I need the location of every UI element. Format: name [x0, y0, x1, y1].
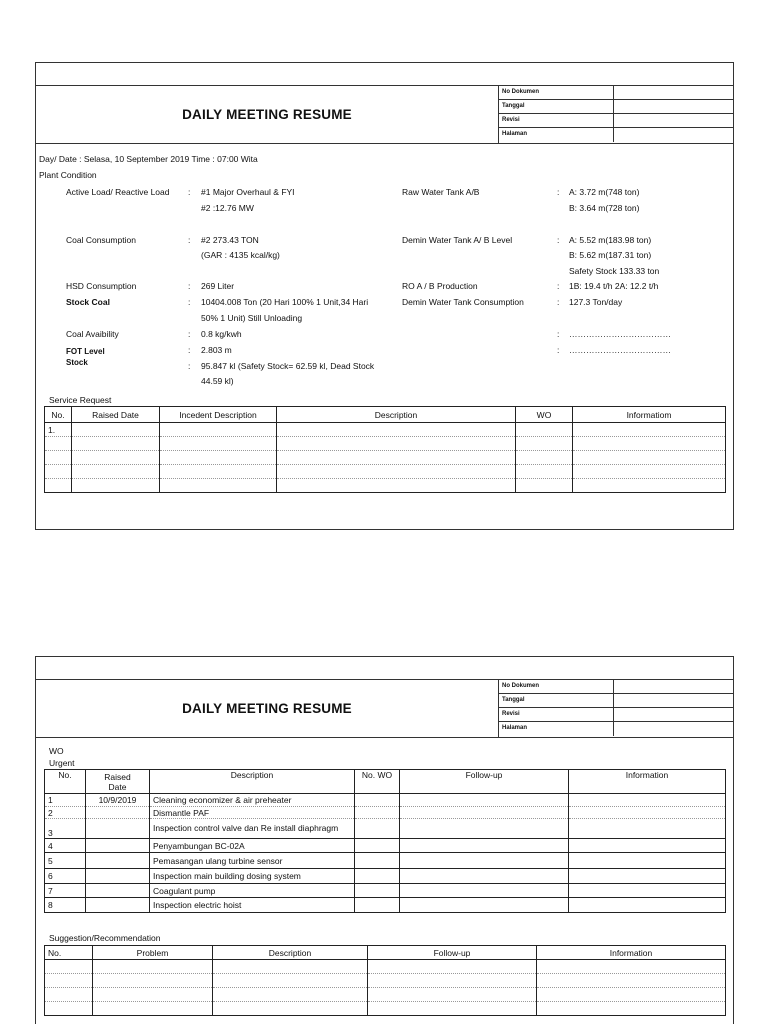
- meta-label-tanggal: Tanggal: [499, 694, 614, 707]
- col-wo: WO: [516, 407, 573, 423]
- cell: [368, 988, 537, 1002]
- meta-value: [614, 100, 733, 113]
- col-no: No.: [45, 946, 93, 960]
- meta-value: [614, 722, 733, 736]
- cell-no: 5: [45, 853, 86, 869]
- table-header-row: [45, 407, 726, 423]
- meta-value: [614, 128, 733, 142]
- plant-condition-heading: Plant Condition: [39, 170, 97, 180]
- col-no: No.: [45, 407, 72, 423]
- cell: [355, 898, 400, 913]
- value-coal-consumption-2: (GAR : 4135 kcal/kg): [201, 250, 280, 260]
- cell: [400, 869, 569, 884]
- blank-dots-2: ………………………………: [569, 345, 671, 355]
- document-title: DAILY MEETING RESUME: [36, 680, 499, 737]
- document-page-2: [35, 656, 734, 1024]
- table-row: [45, 1002, 726, 1016]
- col-description: Description: [277, 407, 516, 423]
- cell: [45, 437, 72, 451]
- cell: [400, 839, 569, 853]
- col-incedent-description: Incedent Description: [160, 407, 277, 423]
- sep: :: [188, 281, 191, 291]
- cell: [573, 479, 726, 493]
- cell: [537, 960, 726, 974]
- blank-dots-1: ………………………………: [569, 329, 671, 339]
- value-demin-b: B: 5.62 m(187.31 ton): [569, 250, 652, 260]
- col-follow-up: Follow-up: [400, 770, 569, 794]
- col-follow-up: Follow-up: [368, 946, 537, 960]
- cell-description: Pemasangan ulang turbine sensor: [150, 853, 355, 869]
- sep: :: [557, 329, 560, 339]
- col-description: Description: [150, 770, 355, 794]
- cell-no: 7: [45, 884, 86, 898]
- value-stock-coal-2: 50% 1 Unit) Still Unloading: [201, 313, 303, 323]
- value-demin-consumption: 127.3 Ton/day: [569, 297, 623, 307]
- cell: [573, 423, 726, 437]
- cell-description: Penyambungan BC-02A: [150, 839, 355, 853]
- cell: [277, 423, 516, 437]
- cell-description: Inspection electric hoist: [150, 898, 355, 913]
- cell: [93, 1002, 213, 1016]
- value-stock-1: 95.847 kl (Safety Stock= 62.59 kl, Dead Stock: [201, 361, 375, 371]
- cell: [86, 869, 150, 884]
- document-meta-table: [499, 680, 733, 736]
- cell: [569, 819, 726, 839]
- cell: [213, 960, 368, 974]
- value-coal-consumption-1: #2 273.43 TON: [201, 235, 259, 245]
- col-information: Information: [537, 946, 726, 960]
- cell: [355, 853, 400, 869]
- cell: [160, 423, 277, 437]
- value-ro: 1B: 19.4 t/h 2A: 12.2 t/h: [569, 281, 659, 291]
- cell: [400, 807, 569, 819]
- cell: [400, 794, 569, 807]
- cell-description: Inspection control valve dan Re install diaphragm: [150, 819, 355, 839]
- cell: [368, 960, 537, 974]
- cell: [86, 839, 150, 853]
- col-raised-date-label: Raised Date: [104, 771, 131, 792]
- service-request-heading: Service Request: [49, 395, 112, 405]
- cell: [569, 794, 726, 807]
- meta-row: [499, 128, 733, 142]
- cell: [45, 988, 93, 1002]
- cell: [355, 839, 400, 853]
- table-header-row: [45, 946, 726, 960]
- meta-value: [614, 86, 733, 99]
- cell: [355, 869, 400, 884]
- col-raised-date: Raised Date: [72, 407, 160, 423]
- cell: [160, 437, 277, 451]
- value-active-load-2: #2 :12.76 MW: [201, 203, 254, 213]
- meta-row: [499, 694, 733, 708]
- table-row: [45, 451, 726, 465]
- label-active-load: Active Load/ Reactive Load: [66, 187, 170, 197]
- cell: [355, 819, 400, 839]
- label-ro-production: RO A / B Production: [402, 281, 478, 291]
- col-description: Description: [213, 946, 368, 960]
- cell: [516, 479, 573, 493]
- cell: [86, 884, 150, 898]
- meta-row: [499, 114, 733, 128]
- table-row: [45, 988, 726, 1002]
- sep: :: [188, 345, 191, 355]
- label-hsd-consumption: HSD Consumption: [66, 281, 137, 291]
- meta-label-revisi: Revisi: [499, 114, 614, 127]
- cell: [72, 423, 160, 437]
- cell: [277, 465, 516, 479]
- cell: [569, 839, 726, 853]
- value-demin-safety: Safety Stock 133.33 ton: [569, 266, 660, 276]
- cell: [400, 819, 569, 839]
- cell: [569, 869, 726, 884]
- cell-no: 8: [45, 898, 86, 913]
- cell: [72, 451, 160, 465]
- cell: [160, 465, 277, 479]
- value-raw-water-b: B: 3.64 m(728 ton): [569, 203, 640, 213]
- urgent-wo-table: [44, 769, 726, 913]
- sep: :: [188, 187, 191, 197]
- value-raw-water-a: A: 3.72 m(748 ton): [569, 187, 640, 197]
- label-stock-coal: Stock Coal: [66, 297, 110, 307]
- cell: [160, 479, 277, 493]
- cell: [72, 465, 160, 479]
- sep: :: [557, 281, 560, 291]
- cell: [86, 853, 150, 869]
- sep: :: [188, 235, 191, 245]
- cell-no: 1: [45, 794, 86, 807]
- cell: [45, 960, 93, 974]
- sep: :: [188, 361, 191, 371]
- table-row: [45, 869, 726, 884]
- table-row: [45, 974, 726, 988]
- meta-row: [499, 680, 733, 694]
- table-row: [45, 794, 726, 807]
- table-row: [45, 819, 726, 839]
- cell: [277, 479, 516, 493]
- cell: [277, 437, 516, 451]
- sep: :: [557, 345, 560, 355]
- meta-row: [499, 100, 733, 114]
- cell: 1.: [45, 423, 72, 437]
- meta-label-halaman: Halaman: [499, 722, 614, 736]
- label-demin-level: Demin Water Tank A/ B Level: [402, 235, 513, 245]
- meta-value: [614, 708, 733, 721]
- cell-no: 2: [45, 807, 86, 819]
- cell: [277, 451, 516, 465]
- cell: [569, 884, 726, 898]
- meta-label-no-dokumen: No Dokumen: [499, 86, 614, 99]
- meta-row: [499, 722, 733, 736]
- sep: :: [557, 187, 560, 197]
- cell: [516, 465, 573, 479]
- table-header-row: [45, 770, 726, 794]
- value-coal-availability: 0.8 kg/kwh: [201, 329, 242, 339]
- value-fot-level: 2.803 m: [201, 345, 232, 355]
- cell: [45, 974, 93, 988]
- cell-description: Coagulant pump: [150, 884, 355, 898]
- sep: :: [557, 297, 560, 307]
- cell: [86, 807, 150, 819]
- meta-row: [499, 708, 733, 722]
- value-active-load-1: #1 Major Overhaul & FYI: [201, 187, 295, 197]
- cell: [72, 479, 160, 493]
- meta-label-revisi: Revisi: [499, 708, 614, 721]
- cell: [368, 974, 537, 988]
- date-line: Day/ Date : Selasa, 10 September 2019 Time : 07:00 Wita: [39, 154, 258, 164]
- value-stock-2: 44.59 kl): [201, 376, 234, 386]
- cell: [160, 451, 277, 465]
- meta-label-tanggal: Tanggal: [499, 100, 614, 113]
- cell: [213, 974, 368, 988]
- meta-value: [614, 114, 733, 127]
- value-hsd: 269 Liter: [201, 281, 235, 291]
- cell: [573, 437, 726, 451]
- cell: [400, 884, 569, 898]
- cell: [400, 898, 569, 913]
- document-header: [36, 679, 733, 738]
- label-coal-consumption: Coal Consumption: [66, 235, 136, 245]
- cell: [537, 1002, 726, 1016]
- cell: [86, 819, 150, 839]
- cell: [368, 1002, 537, 1016]
- col-no-wo: No. WO: [355, 770, 400, 794]
- cell: [400, 853, 569, 869]
- meta-row: [499, 86, 733, 100]
- sep: :: [557, 235, 560, 245]
- label-fot-level: FOT Level: [66, 347, 105, 356]
- cell: [45, 1002, 93, 1016]
- value-stock-coal-1: 10404.008 Ton (20 Hari 100% 1 Unit,34 Hari: [201, 297, 369, 307]
- suggestion-table: [44, 945, 726, 1016]
- cell: [569, 807, 726, 819]
- label-coal-availability: Coal Avaibility: [66, 329, 119, 339]
- cell: [573, 465, 726, 479]
- col-problem: Problem: [93, 946, 213, 960]
- meta-label-no-dokumen: No Dokumen: [499, 680, 614, 693]
- cell-raised-date: 10/9/2019: [86, 794, 150, 807]
- cell: [93, 974, 213, 988]
- cell-no: 6: [45, 869, 86, 884]
- urgent-heading: Urgent: [49, 758, 75, 768]
- wo-heading: WO: [49, 746, 64, 756]
- cell-description: Cleaning economizer & air preheater: [150, 794, 355, 807]
- meta-value: [614, 694, 733, 707]
- cell-description: Dismantle PAF: [150, 807, 355, 819]
- table-row: [45, 807, 726, 819]
- document-meta-table: [499, 86, 733, 142]
- col-raised-date: [86, 770, 150, 794]
- sep: :: [188, 329, 191, 339]
- table-row: [45, 884, 726, 898]
- sep: :: [188, 297, 191, 307]
- cell: [355, 794, 400, 807]
- value-demin-a: A: 5.52 m(183.98 ton): [569, 235, 652, 245]
- cell: [86, 898, 150, 913]
- table-row: [45, 437, 726, 451]
- cell: [93, 960, 213, 974]
- cell: [213, 988, 368, 1002]
- cell: [45, 465, 72, 479]
- cell: [72, 437, 160, 451]
- table-row: [45, 898, 726, 913]
- cell: [516, 423, 573, 437]
- label-demin-consumption: Demin Water Tank Consumption: [402, 297, 524, 307]
- table-row: [45, 853, 726, 869]
- cell: [93, 988, 213, 1002]
- meta-value: [614, 680, 733, 693]
- cell-no: 3: [45, 819, 86, 839]
- cell-description: Inspection main building dosing system: [150, 869, 355, 884]
- col-no: No.: [45, 770, 86, 794]
- cell: [537, 988, 726, 1002]
- cell: [537, 974, 726, 988]
- col-information: Information: [569, 770, 726, 794]
- cell: [516, 437, 573, 451]
- cell: [569, 898, 726, 913]
- table-row: [45, 423, 726, 437]
- table-row: [45, 839, 726, 853]
- table-row: [45, 465, 726, 479]
- suggestion-heading: Suggestion/Recommendation: [49, 933, 161, 943]
- label-raw-water-tank: Raw Water Tank A/B: [402, 187, 480, 197]
- document-page-1: [35, 62, 734, 530]
- cell: [355, 807, 400, 819]
- cell: [516, 451, 573, 465]
- cell: [45, 479, 72, 493]
- document-title: DAILY MEETING RESUME: [36, 86, 499, 143]
- document-header: [36, 85, 733, 144]
- cell: [569, 853, 726, 869]
- table-row: [45, 960, 726, 974]
- cell-no: 4: [45, 839, 86, 853]
- service-request-table: [44, 406, 726, 493]
- meta-label-halaman: Halaman: [499, 128, 614, 142]
- cell: [213, 1002, 368, 1016]
- label-stock: Stock: [66, 358, 88, 367]
- col-information: Informatiom: [573, 407, 726, 423]
- cell: [355, 884, 400, 898]
- cell: [45, 451, 72, 465]
- cell: [573, 451, 726, 465]
- table-row: [45, 479, 726, 493]
